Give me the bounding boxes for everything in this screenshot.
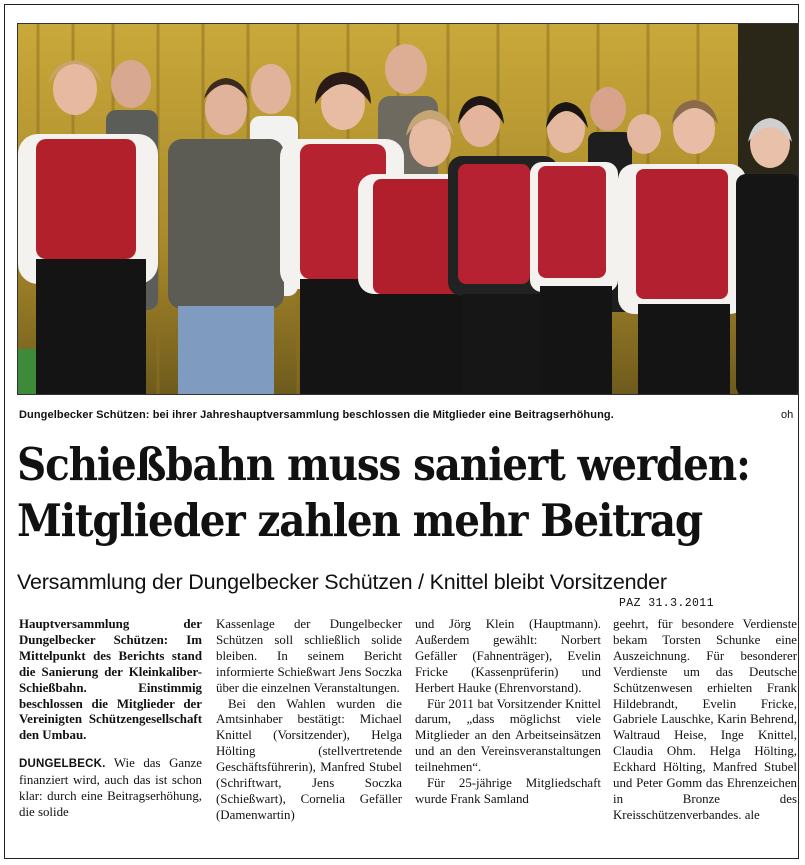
newspaper-clipping <box>4 4 799 859</box>
article-paragraph: Für 25-jährige Mitgliedschaft wurde Frank Samland <box>415 776 601 806</box>
place-name: DUNGELBECK. <box>19 758 106 771</box>
article-column-3 <box>415 617 601 845</box>
article-text: Wie das Ganze finanziert wird, auch das ist schon klar: durch eine Beitragserhöhung, die solide <box>19 756 202 819</box>
article-column-2 <box>216 617 402 845</box>
article-paragraph: geehrt, für besondere Verdienste bekam Torsten Schunke eine Auszeichnung. Für besonderer Verdienste um das Deutsche Schützenwesen erhielten Frank Hildebrandt, Evelin Fricke, Gabriele Lauschke, Karin Behrend, Waltraud Heise, Inge Knittel, Claudia Ohm. Helga Hölting, Eckhard Hölting, Manfred Stubel und Peter Gomm das Ehrenzeichen in Bronze des Kreisschützenverbandes. ale <box>613 617 797 822</box>
group-photo <box>17 23 799 395</box>
photo-credit: oh <box>781 409 794 421</box>
article-paragraph: Für 2011 bat Vorsitzender Knittel darum, „dass möglichst viele Mitglieder an den Arbeitseinsätzen und an den Vereinsveranstaltungen teilnehmen“. <box>415 696 601 775</box>
article-paragraph: Bei den Wahlen wurden die Amtsinhaber bestätigt: Michael Knittel (Vorsitzender), Helga Hölting (stellvertretende Geschäftsführerin), Manfred Stubel (Schriftwart, Jens Soczka (Schießwart), Cornelia Gefäller (Damenwartin) <box>216 696 402 822</box>
headline <box>17 437 750 549</box>
subheadline: Versammlung der Dungelbecker Schützen / Knittel bleibt Vorsitzender <box>17 570 667 594</box>
headline-line-1: Schießbahn muss saniert werden: <box>17 438 750 491</box>
article-paragraph: Kassenlage der Dungelbecker Schützen soll schließlich solide bleiben. In seinem Bericht informierte Schießwart Jens Soczka über die einzelnen Veranstaltungen. <box>216 617 402 695</box>
article-paragraph: und Jörg Klein (Hauptmann). Außerdem gewählt: Norbert Gefäller (Fahnenträger), Evelin Fricke (Kassenprüferin) und Herbert Hauke (Ehrenvorstand). <box>415 617 601 695</box>
article-column-4 <box>613 617 797 845</box>
photo-caption: Dungelbecker Schützen: bei ihrer Jahreshauptversammlung beschlossen die Mitglieder eine Beitragserhöhung. <box>19 409 614 421</box>
article-paragraph <box>19 756 202 821</box>
article-column-1 <box>19 617 202 845</box>
headline-line-2: Mitglieder zahlen mehr Beitrag <box>17 494 703 547</box>
article-lead: Hauptversammlung der Dungelbecker Schützen: Im Mittelpunkt des Berichts stand die Sanierung der Kleinkaliber-Schießbahn. Einstimmig beschlossen die Mitglieder der Vereinigten Schützengesellschaft den Umbau. <box>19 617 202 743</box>
dateline-stamp: PAZ 31.3.2011 <box>619 597 714 610</box>
